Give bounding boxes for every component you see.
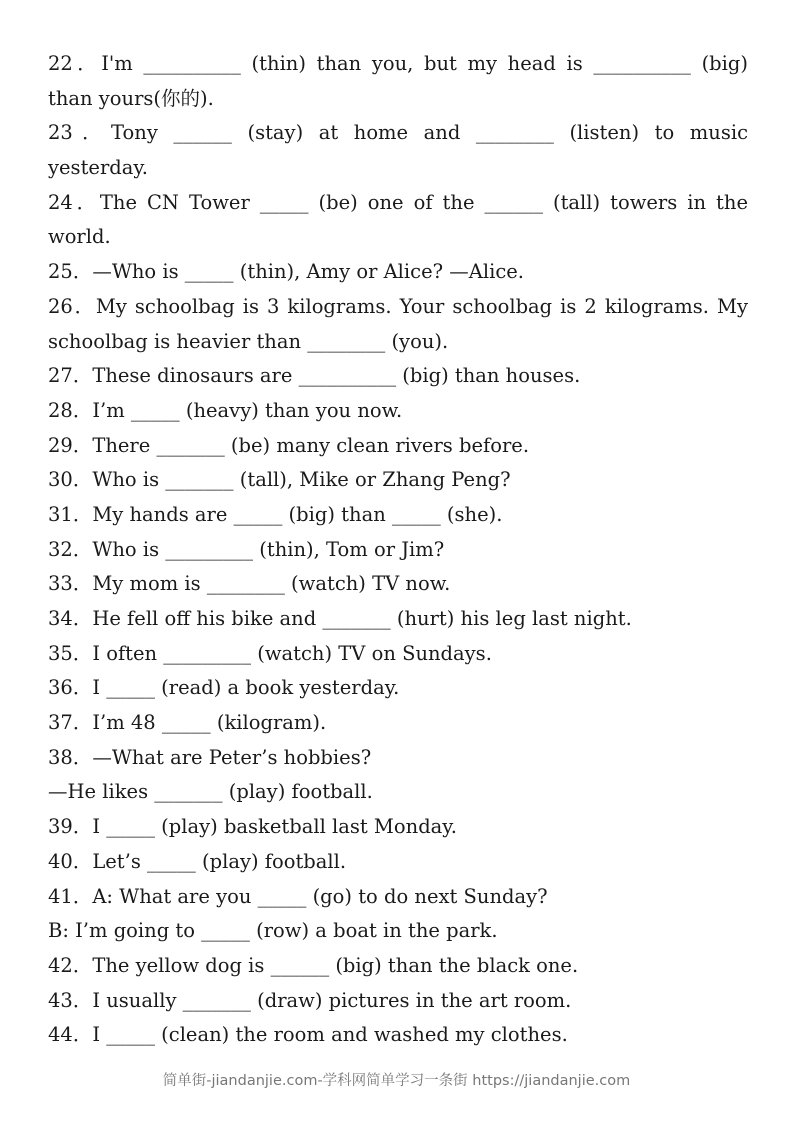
exercise-line: 29．There _______ (be) many clean rivers before. — [48, 433, 530, 457]
exercise-line: 36．I _____ (read) a book yesterday. — [48, 676, 400, 700]
exercise-line: 35．I often _________ (watch) TV on Sundays. — [48, 641, 492, 665]
exercise-line: 38．—What are Peter’s hobbies? — [48, 745, 372, 769]
exercise-list — [48, 47, 748, 1053]
exercise-line: 37．I’m 48 _____ (kilogram). — [48, 711, 327, 735]
exercise-line: 23．Tony ______ (stay) at home and ________ (listen) to music — [48, 121, 748, 145]
page-footer: 简单街-jiandanjie.com-学科网简单学习一条街 https://jiandanjie.com — [162, 1073, 631, 1089]
exercise-line: 27．These dinosaurs are __________ (big) than houses. — [48, 364, 581, 388]
exercise-line: 34．He fell off his bike and _______ (hurt) his leg last night. — [48, 607, 632, 630]
exercise-line: world. — [48, 225, 111, 249]
exercise-line: 28．I’m _____ (heavy) than you now. — [48, 398, 403, 422]
exercise-line: 26．My schoolbag is 3 kilograms. Your schoolbag is 2 kilograms. My — [48, 294, 748, 318]
exercise-line: B: I’m going to _____ (row) a boat in the park. — [48, 919, 498, 943]
exercise-line: 24．The CN Tower _____ (be) one of the ______ (tall) towers in the — [48, 190, 748, 214]
exercise-line: 39．I _____ (play) basketball last Monday. — [48, 815, 457, 839]
exercise-line: schoolbag is heavier than ________ (you). — [48, 329, 449, 353]
exercise-line: 25．—Who is _____ (thin), Amy or Alice? —Alice. — [48, 260, 524, 284]
exercise-line: 42．The yellow dog is ______ (big) than the black one. — [48, 953, 579, 977]
exercise-line: 40．Let’s _____ (play) football. — [48, 849, 347, 873]
exercise-line: 33．My mom is ________ (watch) TV now. — [48, 572, 451, 596]
exercise-line: 30．Who is _______ (tall), Mike or Zhang Peng? — [48, 468, 511, 492]
exercise-line: 41．A: What are you _____ (go) to do next Sunday? — [48, 884, 548, 908]
exercise-line: —He likes _______ (play) football. — [48, 780, 373, 804]
exercise-line: 22．I'm __________ (thin) than you, but my head is __________ (big) — [48, 52, 748, 75]
exercise-line: 32．Who is _________ (thin), Tom or Jim? — [48, 537, 445, 561]
exercise-line: 44．I _____ (clean) the room and washed my clothes. — [48, 1023, 568, 1047]
exercise-line: than yours(你的). — [48, 86, 214, 110]
exercise-line: 43．I usually _______ (draw) pictures in the art room. — [48, 988, 572, 1012]
exercise-line: 31．My hands are _____ (big) than _____ (she). — [48, 502, 503, 526]
exercise-line: yesterday. — [48, 156, 148, 180]
